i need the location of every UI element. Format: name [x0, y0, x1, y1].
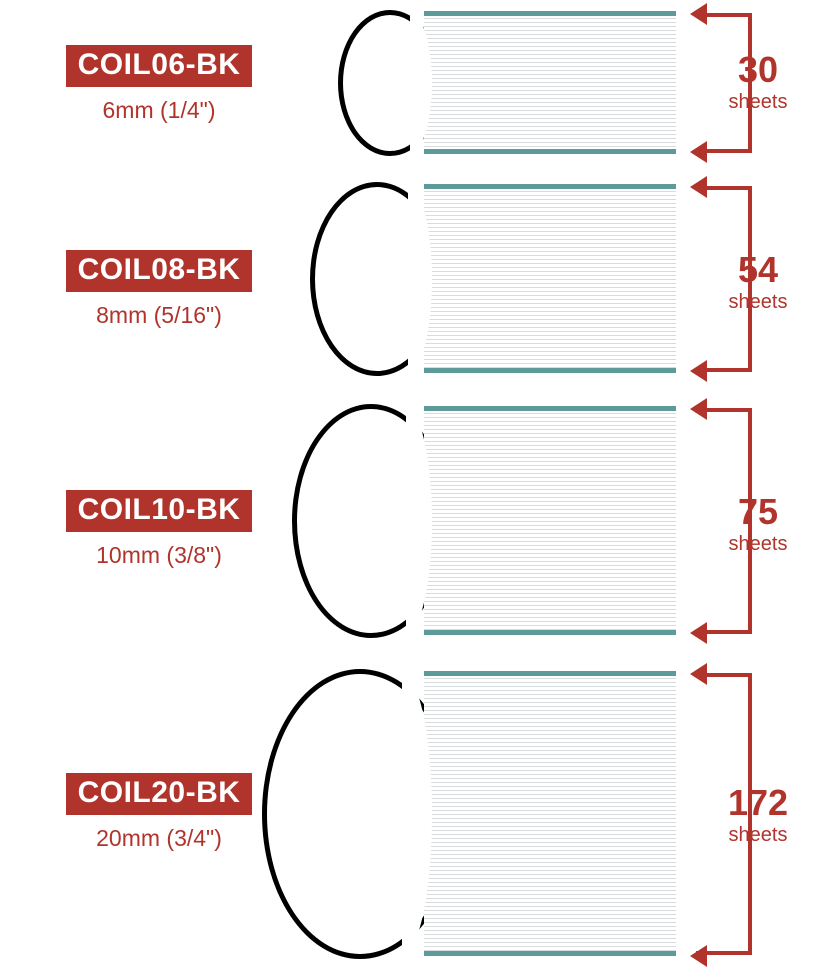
sku-badge: COIL20-BK [66, 773, 253, 815]
capacity-unit: sheets [728, 91, 788, 113]
row-labels [0, 490, 318, 569]
size-label: 10mm (3/8") [96, 542, 222, 568]
capacity-unit: sheets [728, 533, 788, 555]
capacity-readout [695, 49, 821, 113]
paper-stack [424, 408, 676, 634]
capacity-readout [695, 249, 821, 313]
row-labels [0, 250, 318, 329]
chart-row [0, 390, 827, 655]
paper-bottom-edge [424, 149, 676, 154]
bracket-arrow-top-icon [690, 3, 707, 25]
capacity-value: 30 [737, 49, 779, 90]
sku-badge: COIL08-BK [66, 250, 253, 292]
paper-top-edge [424, 184, 676, 189]
paper-top-edge [424, 11, 676, 16]
paper-top-edge [424, 671, 676, 676]
chart-row [0, 655, 827, 969]
capacity-unit: sheets [728, 291, 788, 313]
row-labels [0, 45, 318, 124]
sku-badge: COIL06-BK [66, 45, 253, 87]
capacity-readout [695, 491, 821, 555]
capacity-readout [695, 782, 821, 846]
capacity-unit: sheets [728, 824, 788, 846]
bracket-arrow-bottom-icon [690, 622, 707, 644]
size-label: 6mm (1/4") [102, 97, 216, 123]
capacity-value: 172 [727, 782, 789, 823]
bracket-arrow-bottom-icon [690, 141, 707, 163]
chart-row [0, 0, 827, 170]
chart-row [0, 170, 827, 390]
paper-stack [424, 13, 676, 153]
capacity-value: 75 [737, 491, 779, 532]
capacity-value: 54 [737, 249, 779, 290]
paper-bottom-edge [424, 951, 676, 956]
size-label: 20mm (3/4") [96, 825, 222, 851]
size-label: 8mm (5/16") [96, 302, 222, 328]
paper-bottom-edge [424, 368, 676, 373]
paper-bottom-edge [424, 630, 676, 635]
bracket-arrow-bottom-icon [690, 945, 707, 967]
bracket-arrow-bottom-icon [690, 360, 707, 382]
bracket-arrow-top-icon [690, 176, 707, 198]
bracket-arrow-top-icon [690, 663, 707, 685]
sku-badge: COIL10-BK [66, 490, 253, 532]
bracket-arrow-top-icon [690, 398, 707, 420]
paper-stack [424, 186, 676, 372]
paper-top-edge [424, 406, 676, 411]
paper-stack [424, 673, 676, 955]
